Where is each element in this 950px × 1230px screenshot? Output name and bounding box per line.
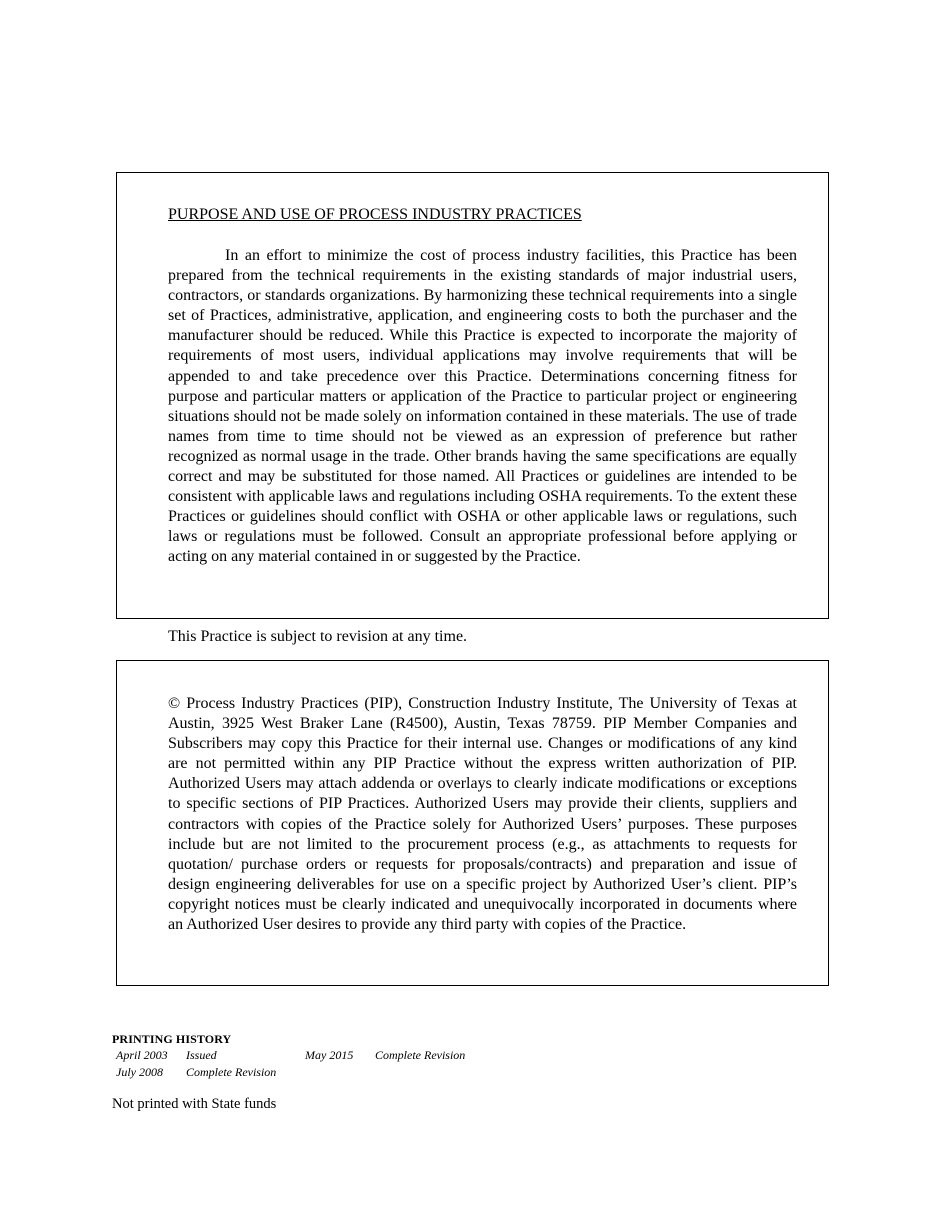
history-description: Issued — [186, 1048, 217, 1062]
state-funds-note: Not printed with State funds — [112, 1096, 277, 1112]
history-description: Complete Revision — [186, 1065, 277, 1079]
printing-history-title: PRINTING HISTORY — [112, 1032, 232, 1046]
copyright-box — [116, 660, 829, 986]
history-description: Complete Revision — [375, 1048, 466, 1062]
purpose-paragraph: In an effort to minimize the cost of process industry facilities, this Practice has been prepared from the technical requirements in the existing standards of major industrial users, contractors, or standards organizations. By harmonizing these technical requirements into a single set of Practices, administrative, application, and engineering costs to both the purchaser and the manufacturer should be reduced. While this Practice is expected to incorporate the majority of requirements of most users, individual applications may involve requirements that will be appended to and take precedence over this Practice. Determinations concerning fitness for purpose and particular matters or application of the Practice to particular project or engineering situations should not be made solely on information contained in these materials. The use of trade names from time to time should not be viewed as an expression of preference but rather recognized as normal usage in the trade. Other brands having the same specifications are equally correct and may be substituted for those named. All Practices or guidelines are intended to be consistent with applicable laws and regulations including OSHA requirements. To the extent these Practices or guidelines should conflict with OSHA or other applicable laws or regulations, such laws or regulations must be followed. Consult an appropriate professional before applying or acting on any material contained in or suggested by the Practice. — [168, 247, 797, 566]
printing-history — [112, 1032, 466, 1079]
purpose-box — [116, 172, 829, 619]
revision-note: This Practice is subject to revision at any time. — [168, 628, 468, 645]
history-date: May 2015 — [305, 1048, 354, 1062]
history-date: July 2008 — [116, 1065, 163, 1079]
copyright-paragraph: © Process Industry Practices (PIP), Construction Industry Institute, The University of Texas at Austin, 3925 West Braker Lane (R4500), Austin, Texas 78759. PIP Member Companies and Subscribers may copy this Practice for their internal use. Changes or modifications of any kind are not permitted within any PIP Practice without the express written authorization of PIP. Authorized Users may attach addenda or overlays to clearly indicate modifications or exceptions to specific sections of PIP Practices. Authorized Users may provide their clients, suppliers and contractors with copies of the Practice solely for Authorized Users’ purposes. These purposes include but are not limited to the procurement process (e.g., as attachments to requests for quotation/ purchase orders or requests for proposals/contracts) and preparation and issue of design engineering deliverables for use on a specific project by Authorized User’s client. PIP’s copyright notices must be clearly indicated and unequivocally incorporated in documents where an Authorized User desires to provide any third party with copies of the Practice. — [168, 695, 797, 934]
history-date: April 2003 — [116, 1048, 168, 1062]
purpose-heading: PURPOSE AND USE OF PROCESS INDUSTRY PRACTICES — [168, 206, 582, 223]
